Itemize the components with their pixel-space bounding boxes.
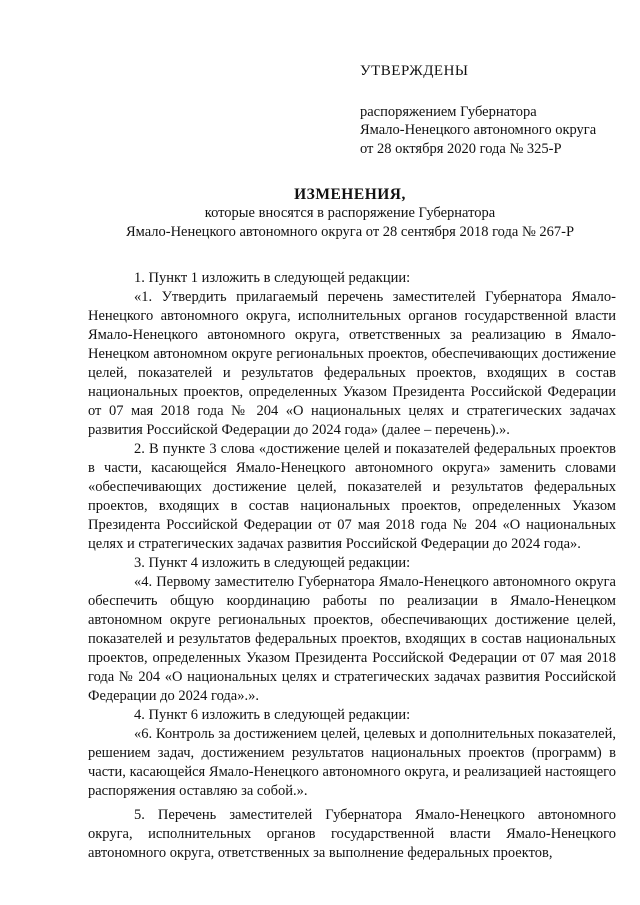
title-subline: Ямало-Ненецкого автономного округа от 28 сентября 2018 года № 267-Р — [125, 224, 575, 240]
document-title — [60, 185, 640, 242]
paragraph: «1. Утвердить прилагаемый перечень заместителей Губернатора Ямало-Ненецкого автономного округа, исполнительных органов государственной власти Ямало-Ненецкого автономного округа, ответственных за реализацию в Ямало-Ненецком автономном округе региональных проектов, обеспечивающих достижение целей, показателей и результатов федеральных проектов, входящих в состав национальных проектов, определенных Указом Президента Российской Федерации от 07 мая 2018 года № 204 «О национальных целях и стратегических задачах развития Российской Федерации до 2024 года» (далее – перечень).». — [88, 289, 616, 438]
paragraph: 3. Пункт 4 изложить в следующей редакции: — [134, 555, 411, 571]
paragraph: 5. Перечень заместителей Губернатора Ямало-Ненецкого автономного округа, исполнительных органов государственной власти Ямало-Ненецкого автономного округа, ответственных за выполнение федеральных проектов, — [88, 807, 616, 861]
paragraph: «4. Первому заместителю Губернатора Ямало-Ненецкого автономного округа обеспечить общую координацию работы по реализации в Ямало-Ненецком автономном округе региональных проектов, обеспечивающих достижение целей, показателей и результатов федеральных проектов, входящих в состав национальных проектов, определенных Указом Президента Российской Федерации от 07 мая 2018 года № 204 «О национальных целях и стратегических задачах развития Российской Федерации до 2024 года».». — [88, 574, 616, 704]
title-subline: которые вносятся в распоряжение Губернатора — [204, 205, 496, 221]
paragraph: 2. В пункте 3 слова «достижение целей и показателей федеральных проектов в части, касающейся Ямало-Ненецкого автономного округа» заменить словами «обеспечивающих достижение целей, показателей и результатов федеральных проектов, входящих в состав национальных проектов, определенных Указом Президента Российской Федерации от 07 мая 2018 года № 204 «О национальных целях и стратегических задачах развития Российской Федерации до 2024 года». — [88, 441, 616, 552]
title-main: ИЗМЕНЕНИЯ, — [294, 186, 406, 203]
approval-line: от 28 октября 2020 года № 325-Р — [360, 140, 562, 157]
document-body — [88, 269, 616, 863]
approval-heading: УТВЕРЖДЕНЫ — [360, 63, 469, 79]
paragraph: 1. Пункт 1 изложить в следующей редакции: — [134, 270, 411, 286]
paragraph: 4. Пункт 6 изложить в следующей редакции: — [134, 707, 411, 723]
approval-line: Ямало-Ненецкого автономного округа — [360, 122, 597, 138]
approval-block — [360, 62, 630, 158]
paragraph: «6. Контроль за достижением целей, целевых и дополнительных показателей, решением задач, достижением результатов национальных проектов (программ) в части, касающейся Ямало-Ненецкого автономного округа, и реализацией настоящего распоряжения оставляю за собой.». — [88, 726, 616, 799]
approval-line: распоряжением Губернатора — [360, 103, 537, 120]
